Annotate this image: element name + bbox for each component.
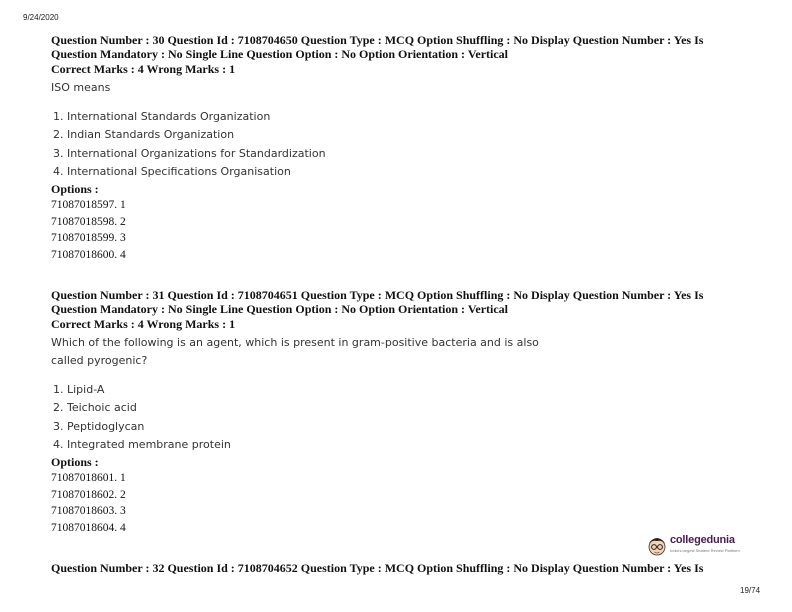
option-id: 71087018599. 3: [51, 232, 126, 245]
question-block: [51, 561, 751, 575]
question-marks: Correct Marks : 4 Wrong Marks : 1: [51, 62, 236, 76]
question-marks: Correct Marks : 4 Wrong Marks : 1: [51, 317, 236, 331]
option-id: 71087018602. 2: [51, 488, 126, 501]
answer-choice: 4. Integrated membrane protein: [53, 437, 231, 451]
question-text: ISO means: [51, 81, 111, 94]
question-meta-line-1: Question Number : 31 Question Id : 7108704651 Question Type : MCQ Option Shuffling : No Display Question Number : Yes Is: [51, 288, 704, 302]
options-heading: Options :: [51, 455, 99, 470]
mascot-icon: [646, 532, 668, 558]
question-meta-line-2: Question Mandatory : No Single Line Question Option : No Option Orientation : Vertical: [51, 302, 509, 316]
option-id: 71087018604. 4: [51, 521, 126, 534]
answer-choice: 3. International Organizations for Standardization: [53, 146, 326, 160]
option-id: 71087018600. 4: [51, 248, 126, 261]
logo-wordmark: collegedunia: [670, 534, 735, 546]
option-id: 71087018601. 1: [51, 472, 126, 485]
question-text: Which of the following is an agent, which is present in gram-positive bacteria and is also called pyrogenic?: [51, 336, 539, 367]
answer-choice: 1. International Standards Organization: [53, 110, 271, 123]
option-id: 71087018603. 3: [51, 505, 126, 518]
option-id: 71087018597. 1: [51, 199, 126, 212]
answer-choice: 1. Lipid-A: [53, 383, 105, 396]
answer-choice: 4. International Specifications Organisation: [53, 164, 291, 178]
question-block: [51, 288, 751, 536]
question-meta-line-1: Question Number : 30 Question Id : 7108704650 Question Type : MCQ Option Shuffling : No Display Question Number : Yes Is: [51, 33, 704, 47]
answer-choice: 2. Indian Standards Organization: [53, 128, 235, 142]
answer-choices: [51, 381, 751, 454]
question-block: [51, 33, 751, 263]
collegedunia-logo: [646, 530, 746, 560]
question-meta-line-1: Question Number : 32 Question Id : 7108704652 Question Type : MCQ Option Shuffling : No Display Question Number : Yes Is: [51, 561, 704, 575]
answer-choices: [51, 108, 751, 181]
options-heading: Options :: [51, 182, 99, 197]
print-date: 9/24/2020: [23, 13, 59, 22]
answer-choice: 2. Teichoic acid: [53, 401, 137, 415]
page-number: 19/74: [740, 586, 761, 595]
logo-tagline: India's largest Student Review Platform: [670, 548, 740, 553]
answer-choice: 3. Peptidoglycan: [53, 419, 145, 433]
question-meta-line-2: Question Mandatory : No Single Line Question Option : No Option Orientation : Vertical: [51, 47, 509, 61]
option-id: 71087018598. 2: [51, 215, 126, 228]
